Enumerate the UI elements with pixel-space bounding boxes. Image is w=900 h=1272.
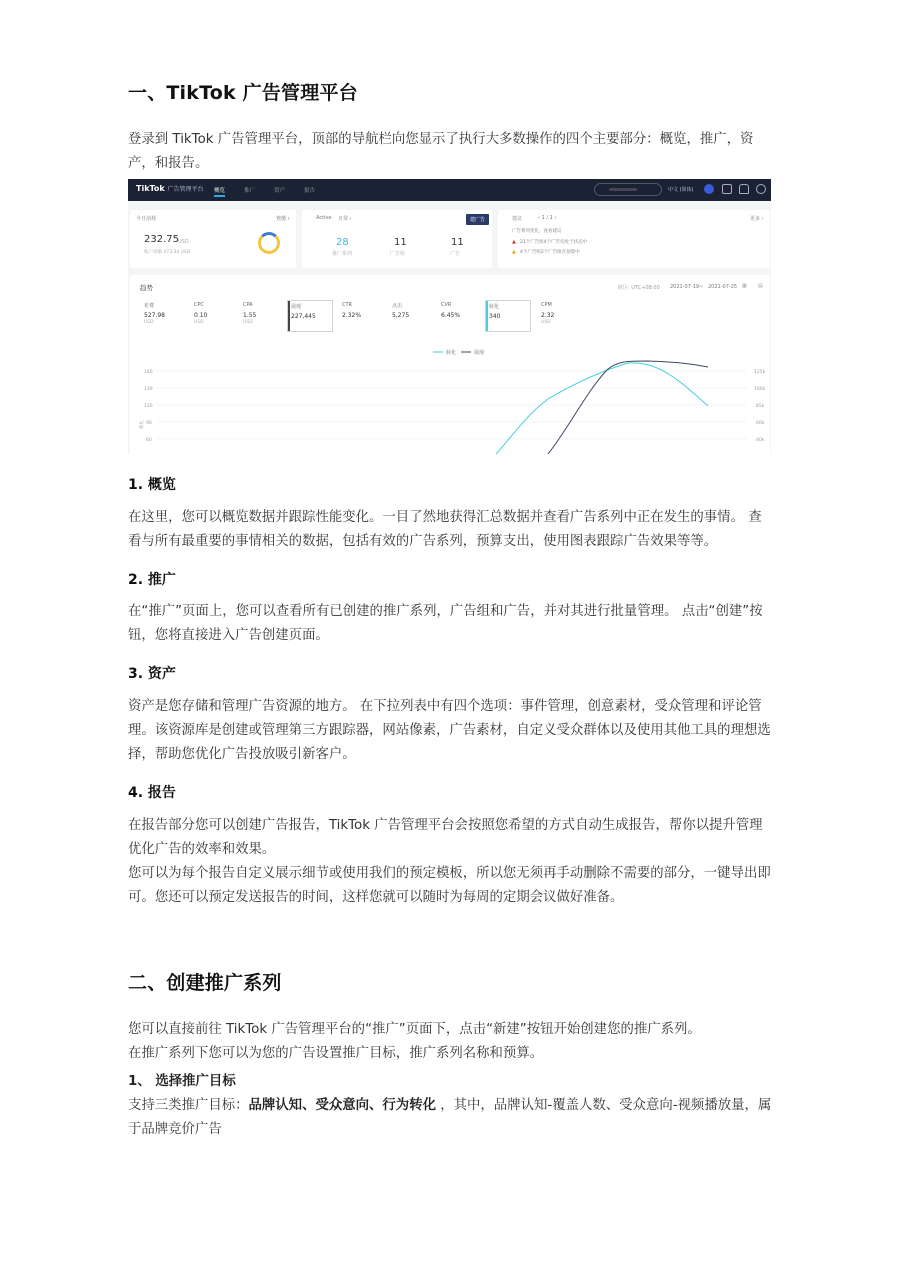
paragraph-reports-2: 您可以为每个报告自定义展示细节或使用我们的预定模板，所以您无须再手动删除不需要的部分，一键导出即可。您还可以预定发送报告的时间，这样您就可以随时为每周的定期会议做好准备。 [128,866,771,905]
y-left-tick: 140 [144,370,153,375]
objective-paragraph: 支持三类推广目标：品牌认知、受众意向、行为转化 ，其中，品牌认知-覆盖人数、受众意向-视频播放量，属于品牌竞价广告 [128,1098,772,1137]
y-right-tick: 100k [754,387,766,392]
suggestion-pager[interactable]: ‹ 1 / 1 › [538,215,557,221]
trend-title: 趋势 [140,284,153,292]
heading-overview: 1. 概览 [128,477,176,493]
date-from[interactable]: 2021-07-19 [670,284,700,290]
suggestion-label: 建议 [512,216,523,222]
metric-cpm[interactable]: CPM 2.32 USD [541,302,555,325]
paragraph-promote: 在“推广”页面上，您可以查看所有已创建的推广系列，广告组和广告，并对其进行批量管理。 点击“创建”按钮，您将直接进入广告创建页面。 [128,604,763,643]
more-link[interactable]: 更多 › [750,216,764,222]
heading-assets: 3. 资产 [128,666,176,682]
stat-ads-label: 广告 [450,251,461,257]
suggestion-card [498,210,770,268]
nav-tab-promote[interactable]: 推广 [244,188,256,194]
objective-subheading: 1、 选择推广目标 [128,1074,236,1089]
active-label: Active [316,215,332,221]
campaign-line-2: 在推广系列下您可以为您的广告设置推广目标，推广系列名称和预算。 [128,1046,544,1061]
trend-line-chart [128,339,771,454]
y-left-tick: 120 [144,404,153,409]
download-icon[interactable]: ▤ [758,283,763,289]
spend-label: 今日消耗 [136,216,157,222]
objective-types: 品牌认知、受众意向、行为转化 [248,1098,436,1113]
y-right-tick: 40k [756,438,765,443]
create-ad-button[interactable]: 建广告 [466,214,489,225]
impressions-series-line [548,361,708,454]
language-switch[interactable]: 中文 (简体) [668,187,694,193]
metric-impressions[interactable]: 展现 227,445 [287,300,333,332]
stat-campaigns-label: 推广系列 [332,251,353,257]
metric-cvr[interactable]: CVR 6.45% [441,302,461,319]
balance-text: 账户余额 473.34 USD [144,250,191,255]
metric-conversions[interactable]: 转化 340 [485,300,531,332]
bell-icon[interactable] [739,184,749,194]
section-title-2: 二、创建推广系列 [128,972,282,994]
spend-value: 232.75 [144,234,179,245]
timezone-text: 时区: UTC+08:00 [618,285,660,291]
alert-line-2: 4个广告组2个广告组在预算中 [520,250,580,255]
stat-adgroups-value: 11 [394,237,407,248]
alert-line-1: 21个广告组4个广告均处于状态中 [520,240,588,245]
paragraph-reports: 在报告部分您可以创建广告报告，TikTok 广告管理平台会按照您希望的方式自动生成报告，帮你以提升管理优化广告的效率和效果。 [128,818,763,857]
warning-icon: ▲ [512,239,516,245]
nav-tab-reports[interactable]: 报告 [304,188,316,194]
metric-cpc[interactable]: CPC 0.10 USD [194,302,208,325]
active-card [302,210,492,268]
budget-ring-chart [258,232,280,254]
top-navbar [128,179,771,201]
calendar-icon[interactable]: ▦ [742,283,747,289]
date-separator: ~ [699,284,704,290]
y-left-tick: 90 [146,421,152,426]
briefcase-icon[interactable] [722,184,732,194]
avatar[interactable] [704,184,714,194]
caution-icon: ▲ [512,249,516,255]
brand-logo: TikTok 广告管理平台 [136,184,204,193]
campaign-line-1: 您可以直接前往 TikTok 广告管理平台的“推广”页面下，点击“新建”按钮开始创建您的推广系列。 [128,1022,701,1037]
metric-ctr[interactable]: CTR 2.32% [342,302,362,319]
paragraph-assets: 资产是您存储和管理广告资源的地方。 在下拉列表中有四个选项：事件管理，创意素材，受众管理和评论管理。该资源库是创建或管理第三方跟踪器，网站像素，广告素材，自定义受众群体以及使用其他工具的理想选择，帮助您优化广告投放吸引新客户。 [128,699,771,762]
suggestion-line: 广告系列优化，查看建议 [512,229,562,234]
y-right-tick: 85k [756,404,765,409]
heading-promote: 2. 推广 [128,572,176,588]
y-right-tick: 125k [754,370,766,375]
metric-clicks[interactable]: 点击 5,275 [392,303,410,319]
y-left-tick: 60 [146,438,152,443]
y-right-tick: 60k [756,421,765,426]
active-filter[interactable]: 日常 › [338,216,352,222]
date-to[interactable]: 2021-07-25 [708,284,738,290]
stat-ads-value: 11 [451,237,464,248]
recharge-link[interactable]: 充值 › [276,216,290,222]
nav-tab-overview[interactable]: 概览 [214,188,226,194]
heading-reports: 4. 报告 [128,785,176,801]
nav-tab-assets[interactable]: 资产 [274,188,286,194]
paragraph-overview: 在这里，您可以概览数据并跟踪性能变化。一目了然地获得汇总数据并查看广告系列中正在发生的事情。 查看与所有最重要的事情相关的数据，包括有效的广告系列，预算支出，使用图表跟踪广告效果等等。 [128,510,762,549]
y-axis-label: 转化 [140,420,145,429]
legend-conversions: 转化 [446,350,457,356]
spend-unit: USD [178,239,189,245]
metric-cpa[interactable]: CPA 1.55 USD [243,302,257,325]
conversions-series-line [496,363,708,454]
ads-manager-screenshot [128,179,771,454]
legend-impressions: 展现 [474,350,485,356]
metric-spend[interactable]: 花费 527.98 USD [144,303,165,325]
stat-adgroups-label: 广告组 [390,251,406,257]
section-title: 一、TikTok 广告管理平台 [128,82,358,104]
stat-campaigns-value: 28 [336,237,349,248]
spend-card [130,210,296,268]
y-left-tick: 130 [144,387,153,392]
account-selector[interactable] [594,183,662,196]
help-icon[interactable] [756,184,766,194]
intro-paragraph: 登录到 TikTok 广告管理平台，顶部的导航栏向您显示了执行大多数操作的四个主要部分：概览，推广，资产，和报告。 [128,132,754,171]
